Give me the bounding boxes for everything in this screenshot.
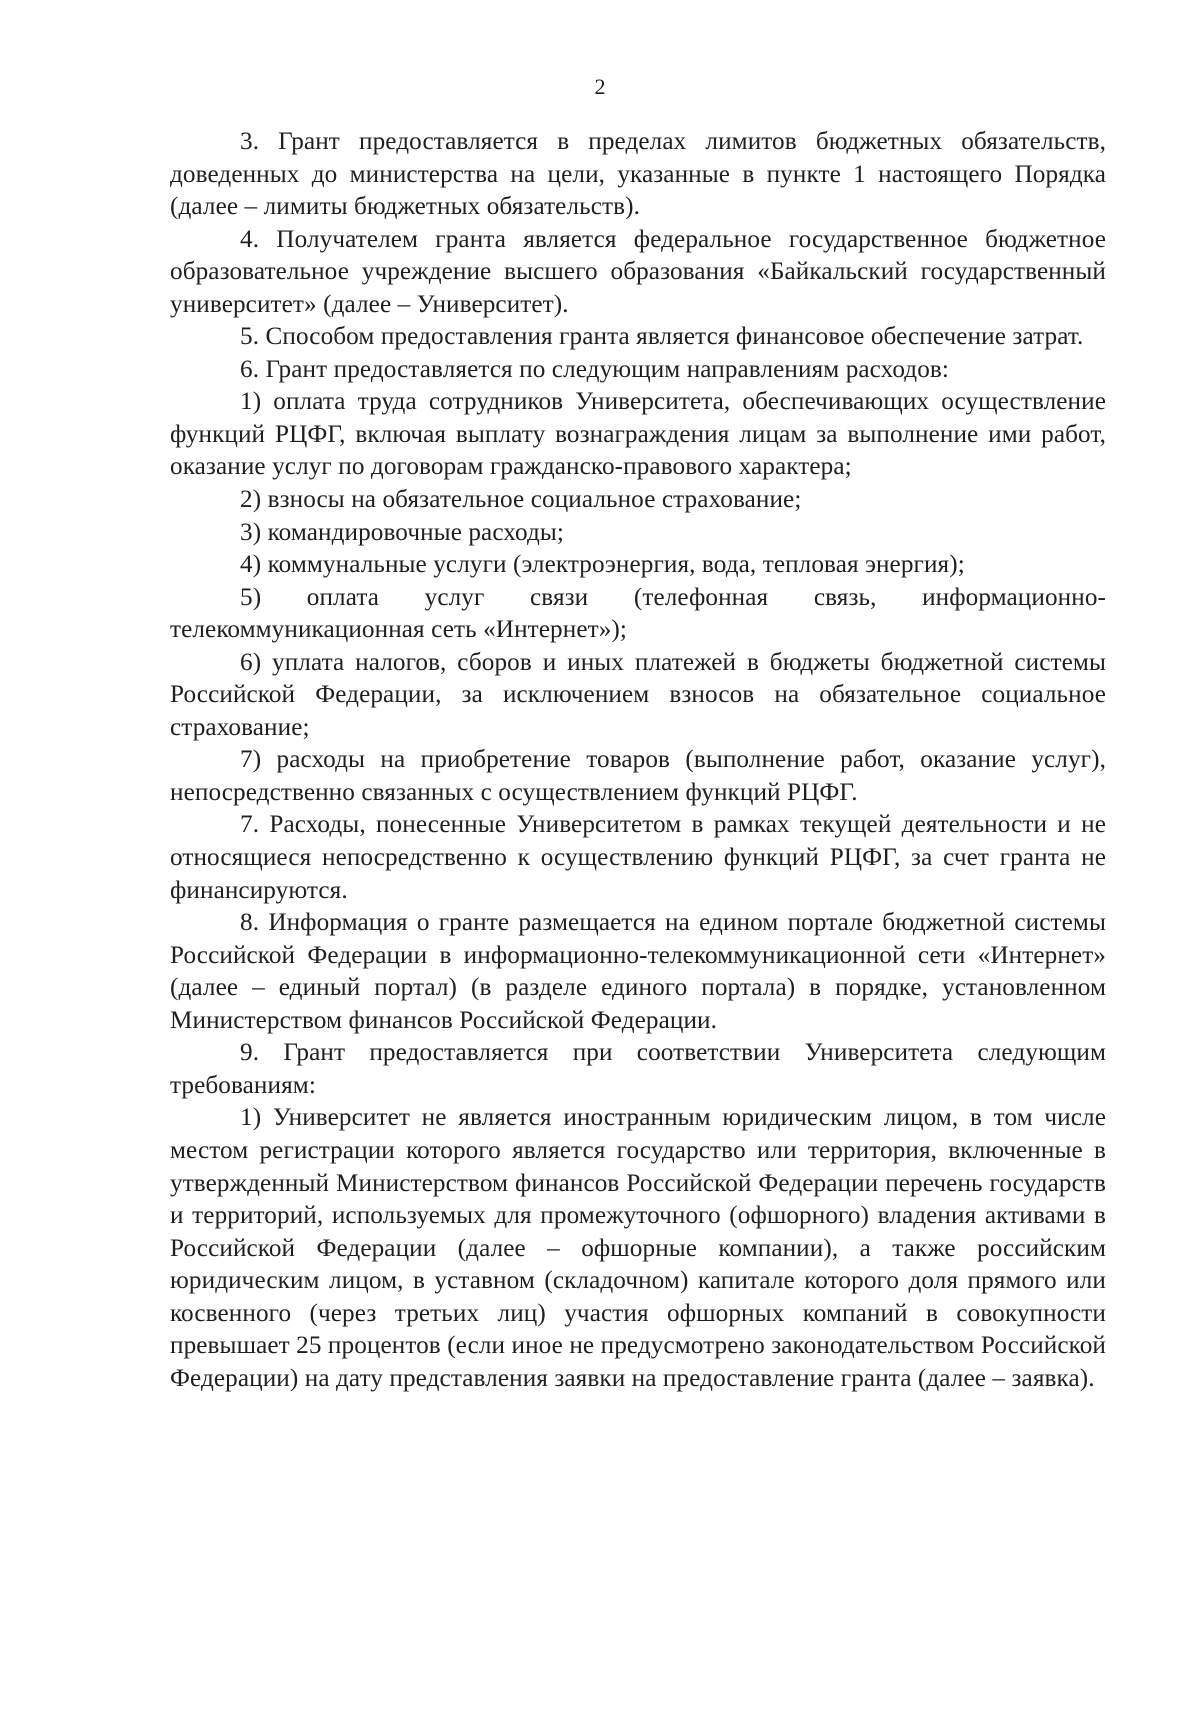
page-number: 2 (594, 74, 606, 99)
list-item-6-2: 2) взносы на обязательное социальное страхование; (240, 486, 802, 514)
paragraph-8-information: 8. Информация о гранте размещается на едином портале бюджетной системы Российской Федерации в информационно-телекоммуникационной сети «Интернет» (далее – единый портал) (в разделе единого портала) в порядке, установленном Министерством финансов Российской Федерации. (170, 909, 1106, 1034)
list-item-6-3: 3) командировочные расходы; (240, 518, 565, 546)
list-item-6-1: 1) оплата труда сотрудников Университета, обеспечивающих осуществление функций РЦФГ, включая выплату вознаграждения лицам за выполнение ими работ, оказание услуг по договорам гражданско-правового характера; (170, 388, 1106, 481)
list-item-6-6: 6) уплата налогов, сборов и иных платежей в бюджеты бюджетной системы Российской Федерации, за исключением взносов на обязательное социальное страхование; (170, 648, 1106, 741)
paragraph-3-limits: 3. Грант предоставляется в пределах лимитов бюджетных обязательств, доведенных до министерства на цели, указанные в пункте 1 настоящего Порядка (далее – лимиты бюджетных обязательств). (170, 128, 1106, 221)
document-body (170, 126, 1106, 1395)
list-item-9-1: 1) Университет не является иностранным юридическим лицом, в том числе местом регистрации которого является государство или территория, включенные в утвержденный Министерством финансов Российской Федерации перечень государств и территорий, используемых для промежуточного (офшорного) владения активами в Российской Федерации (далее – офшорные компании), а также российским юридическим лицом, в уставном (складочном) капитале которого доля прямого или косвенного (через третьих лиц) участия офшорных компаний в совокупности превышает 25 процентов (если иное не предусмотрено законодательством Российской Федерации) на дату представления заявки на предоставление гранта (далее – заявка). (170, 1104, 1106, 1392)
paragraph-4-recipient: 4. Получателем гранта является федеральное государственное бюджетное образовательное учреждение высшего образования «Байкальский государственный университет» (далее – Университет). (170, 225, 1106, 318)
list-item-6-4: 4) коммунальные услуги (электроэнергия, вода, тепловая энергия); (240, 551, 965, 579)
list-item-6-5: 5) оплата услуг связи (телефонная связь, информационно-телекоммуникационная сеть «Интернет»); (170, 583, 1106, 644)
paragraph-9-requirements: 9. Грант предоставляется при соответствии Университета следующим требованиям: (170, 1039, 1106, 1099)
list-item-6-7: 7) расходы на приобретение товаров (выполнение работ, оказание услуг), непосредственно связанных с осуществлением функций РЦФГ. (170, 746, 1106, 806)
paragraph-7-expenses: 7. Расходы, понесенные Университетом в рамках текущей деятельности и не относящиеся непосредственно к осуществлению функций РЦФГ, за счет гранта не финансируются. (170, 811, 1106, 904)
paragraph-5-method: 5. Способом предоставления гранта является финансовое обеспечение затрат. (240, 323, 1084, 351)
paragraph-6-directions: 6. Грант предоставляется по следующим направлениям расходов: (240, 355, 950, 383)
